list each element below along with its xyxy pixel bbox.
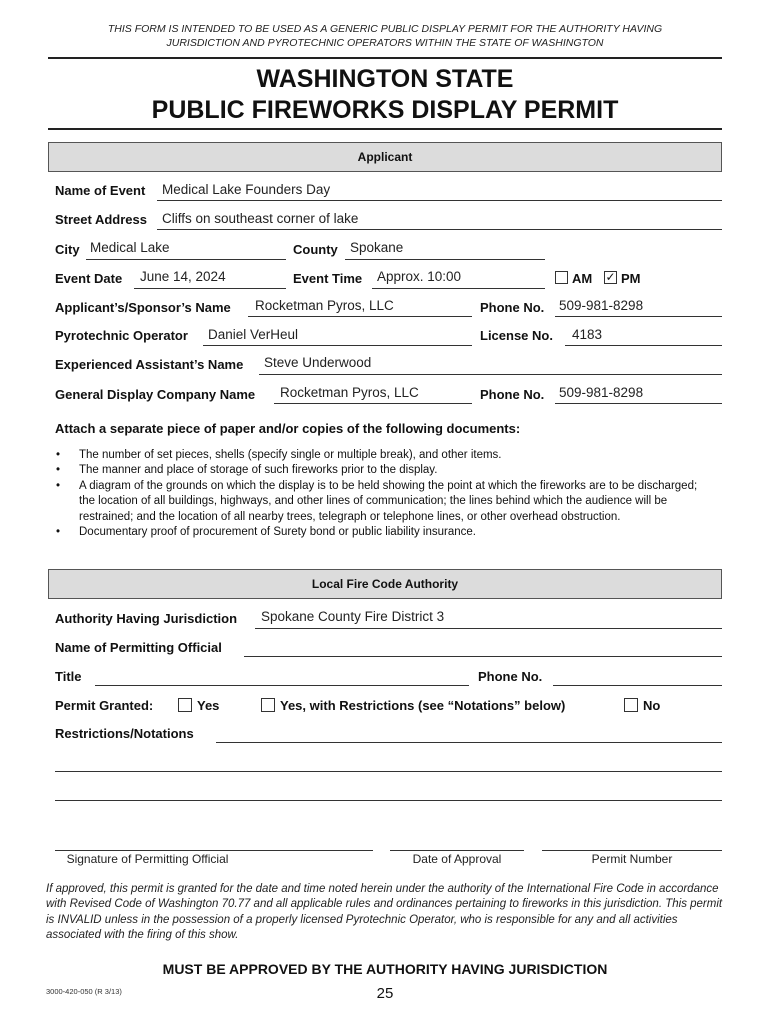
permit-number-field[interactable] xyxy=(542,830,722,851)
display-company-value: Rocketman Pyros, LLC xyxy=(280,385,419,400)
restrictions-field[interactable] xyxy=(216,722,722,743)
attachments-heading: Attach a separate piece of paper and/or copies of the following documents: xyxy=(55,421,521,436)
am-checkbox[interactable] xyxy=(555,271,568,284)
check-mark-icon: ✓ xyxy=(605,270,616,284)
assistant-name-value: Steve Underwood xyxy=(264,355,372,370)
city-value: Medical Lake xyxy=(90,240,170,255)
list-item: • Documentary proof of procurement of Surety bond or public liability insurance. xyxy=(56,525,706,540)
approval-date-field[interactable] xyxy=(390,830,524,851)
permit-granted-label: Permit Granted: xyxy=(55,698,154,713)
company-phone-label: Phone No. xyxy=(480,387,545,402)
pyrotechnic-operator-label: Pyrotechnic Operator xyxy=(55,328,188,343)
sponsor-name-label: Applicant’s/Sponsor’s Name xyxy=(55,300,231,315)
event-time-label: Event Time xyxy=(293,271,363,286)
restrictions-field-line3[interactable] xyxy=(55,780,722,801)
permit-yes-checkbox[interactable] xyxy=(178,698,192,712)
approval-notice: If approved, this permit is granted for the date and time noted herein under the authority of the International Fire Code in accordance with Revised Code of Washington 70.77 and all applicable rules and ordinances pertaining to fireworks in this jurisdiction. This permit is INVALID unless in the possession of a properly licensed Pyrotechnic Operator, who is responsible for any and all activities associated with the firing of this show. xyxy=(46,883,723,942)
permit-restrictions-label: Yes, with Restrictions (see “Notations” below) xyxy=(280,698,566,713)
page-number: 25 xyxy=(376,985,394,1002)
county-value: Spokane xyxy=(350,240,404,255)
official-title-field[interactable] xyxy=(95,665,469,686)
sponsor-phone-label: Phone No. xyxy=(480,300,545,315)
assistant-name-label: Experienced Assistant’s Name xyxy=(55,357,244,372)
top-rule xyxy=(48,57,722,59)
official-title-label: Title xyxy=(55,669,82,684)
list-item: • The manner and place of storage of such fireworks prior to the display. xyxy=(56,463,706,478)
company-phone-value: 509-981-8298 xyxy=(559,385,644,400)
pm-checkbox[interactable] xyxy=(604,271,617,284)
street-address-value: Cliffs on southeast corner of lake xyxy=(162,211,359,226)
city-label: City xyxy=(55,242,80,257)
restrictions-field-line2[interactable] xyxy=(55,751,722,772)
pm-label: PM xyxy=(621,271,641,286)
pyrotechnic-operator-value: Daniel VerHeul xyxy=(208,327,299,342)
list-item: • The number of set pieces, shells (specify single or multiple break), and other items. xyxy=(56,448,706,463)
permit-restrictions-checkbox[interactable] xyxy=(261,698,275,712)
restrictions-label: Restrictions/Notations xyxy=(55,726,194,741)
permit-number-caption: Permit Number xyxy=(591,852,673,866)
am-label: AM xyxy=(572,271,593,286)
sponsor-phone-value: 509-981-8298 xyxy=(559,298,644,313)
official-phone-label: Phone No. xyxy=(478,669,543,684)
form-title-line1: WASHINGTON STATE xyxy=(256,65,514,93)
header-note xyxy=(40,22,730,50)
authority-section-header: Local Fire Code Authority xyxy=(48,569,722,599)
event-date-value: June 14, 2024 xyxy=(140,269,226,284)
applicant-section-header: Applicant xyxy=(48,142,722,172)
permit-no-checkbox[interactable] xyxy=(624,698,638,712)
form-number: 3000-420-050 (R 3/13) xyxy=(46,987,122,996)
street-address-label: Street Address xyxy=(55,212,147,227)
title-rule xyxy=(48,128,722,130)
form-title-line2: PUBLIC FIREWORKS DISPLAY PERMIT xyxy=(151,96,619,124)
event-name-value: Medical Lake Founders Day xyxy=(162,182,331,197)
permit-yes-label: Yes xyxy=(197,698,220,713)
header-note-line2: JURISDICTION AND PYROTECHNIC OPERATORS WITHIN THE STATE OF WASHINGTON xyxy=(166,37,604,49)
signature-field[interactable] xyxy=(55,830,373,851)
event-time-value: Approx. 10:00 xyxy=(377,269,462,284)
official-phone-field[interactable] xyxy=(553,665,722,686)
signature-caption: Signature of Permitting Official xyxy=(66,852,229,866)
ahj-label: Authority Having Jurisdiction xyxy=(55,611,238,626)
license-label: License No. xyxy=(480,328,553,343)
permitting-official-label: Name of Permitting Official xyxy=(55,640,222,655)
permit-no-label: No xyxy=(643,698,661,713)
county-label: County xyxy=(293,242,338,257)
display-company-label: General Display Company Name xyxy=(55,387,256,402)
list-item: • A diagram of the grounds on which the display is to be held showing the point at which the fireworks are to be discharged; the location of all buildings, highways, and other lines of communication; the lines behind which the audience will be restrained; and the location of all nearby trees, telegraph or telephone lines, or other overhead obstruction. xyxy=(56,479,706,525)
sponsor-name-value: Rocketman Pyros, LLC xyxy=(255,298,394,313)
must-approve-notice: MUST BE APPROVED BY THE AUTHORITY HAVING JURISDICTION xyxy=(162,961,608,977)
event-name-label: Name of Event xyxy=(55,183,146,198)
permitting-official-field[interactable] xyxy=(244,636,722,657)
approval-date-caption: Date of Approval xyxy=(412,852,502,866)
license-value: 4183 xyxy=(572,327,603,342)
event-date-label: Event Date xyxy=(55,271,123,286)
ahj-value: Spokane County Fire District 3 xyxy=(261,609,445,624)
header-note-line1: THIS FORM IS INTENDED TO BE USED AS A GENERIC PUBLIC DISPLAY PERMIT FOR THE AUTHORITY HAVING xyxy=(107,23,663,35)
attachments-list xyxy=(56,448,706,540)
